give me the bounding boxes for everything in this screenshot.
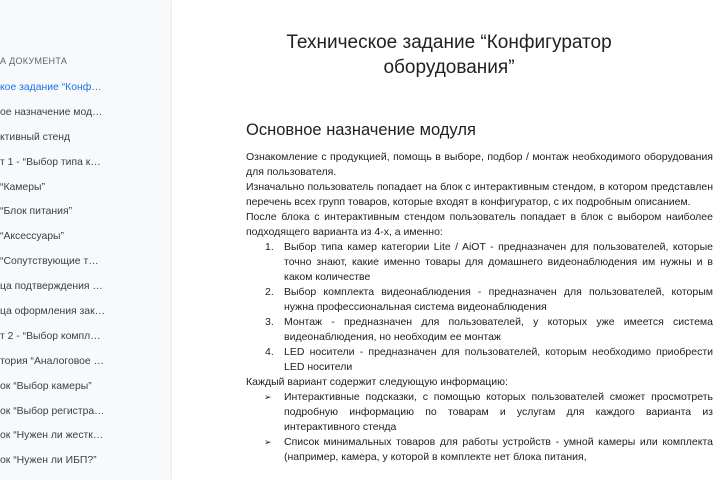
outline-list	[0, 76, 172, 474]
bullet-list-item	[246, 435, 713, 465]
list-item-text: Список минимальных товаров для работы устройств - умной камеры или комплекта (например, камера, у которой в комплекте нет блока питания,	[284, 436, 713, 463]
outline-item[interactable]: “Камеры”	[0, 181, 45, 193]
outline-item[interactable]: ца оформления зак…	[0, 306, 106, 318]
outline-item[interactable]: ктивный стенд	[0, 131, 71, 143]
bullet-list-item	[246, 390, 713, 435]
list-item-text: Интерактивные подсказки, с помощью которых пользователей сможет просмотреть подробную информацию по товарам и услугам для каждого варианта из интерактивного стенда	[284, 391, 713, 433]
outline-item[interactable]: ца подтверждения …	[0, 281, 103, 293]
list-number: 4.	[265, 346, 274, 358]
outline-item[interactable]: “Сопутствующие т…	[0, 256, 99, 268]
list-number: 1.	[265, 241, 274, 253]
outline-item[interactable]: т 2 - “Выбор компл…	[0, 330, 101, 342]
list-number: 3.	[265, 316, 274, 328]
outline-item[interactable]: тория “Аналоговое …	[0, 355, 104, 367]
list-item-text: Выбор комплекта видеонаблюдения - предназначен для пользователей, которым нужна профессиональная система видеонаблюдения	[284, 286, 713, 313]
outline-item[interactable]: ое назначение мод…	[0, 106, 103, 118]
list-number: 2.	[265, 286, 274, 298]
outline-header: А ДОКУМЕНТА	[0, 56, 68, 66]
list-item-text: Монтаж - предназначен для пользователей, у которых уже имеется система видеонаблюдения, но необходим ее монтаж	[284, 316, 713, 343]
outline-item[interactable]: кое задание “Конф…	[0, 82, 102, 93]
numbered-list-item	[246, 285, 713, 315]
numbered-list-item	[246, 345, 713, 375]
outline-item[interactable]: “Аксессуары”	[0, 231, 64, 243]
document-page[interactable]	[172, 0, 720, 480]
numbered-list-item	[246, 315, 713, 345]
paragraph: Ознакомление с продукцией, помощь в выборе, подбор / монтаж необходимого оборудования для пользователя.	[246, 151, 713, 178]
arrow-bullet-icon: ➢	[264, 437, 272, 447]
outline-item[interactable]: ок “Выбор регистра…	[0, 405, 105, 417]
list-item-text: Выбор типа камер категории Lite / AiOT - предназначен для пользователей, которые точно знают, какие именно товары для домашнего видеонаблюдения им нужны и в каком количестве	[284, 241, 713, 283]
outline-item[interactable]: ок “Нужен ли ИБП?”	[0, 455, 97, 467]
document-outline-panel	[0, 0, 172, 480]
section-heading: Основное назначение модуля	[246, 121, 476, 139]
numbered-list	[246, 240, 713, 375]
arrow-bullet-icon: ➢	[264, 392, 272, 402]
document-body	[246, 150, 713, 465]
outline-item[interactable]: “Блок питания”	[0, 206, 73, 218]
numbered-list-item	[246, 240, 713, 285]
outline-item[interactable]: ок “Выбор камеры”	[0, 380, 92, 392]
document-title: Техническое задание “Конфигуратор оборудования”	[286, 32, 612, 78]
outline-item[interactable]: ок “Нужен ли жестк…	[0, 430, 104, 442]
bullet-list	[246, 390, 713, 465]
list-item-text: LED носители - предназначен для пользователей, которым необходимо приобрести LED носители	[284, 346, 713, 373]
paragraph: После блока с интерактивным стендом пользователь попадает в блок с выбором наиболее подходящего варианта из 4-х, а именно:	[246, 211, 713, 238]
paragraph: Изначально пользователь попадает на блок с интерактивным стендом, в котором представлен перечень всех групп товаров, которые входят в конфигуратор, с их подробным описанием.	[246, 181, 713, 208]
paragraph: Каждый вариант содержит следующую информацию:	[246, 376, 508, 388]
outline-item[interactable]: т 1 - “Выбор типа к…	[0, 156, 101, 168]
